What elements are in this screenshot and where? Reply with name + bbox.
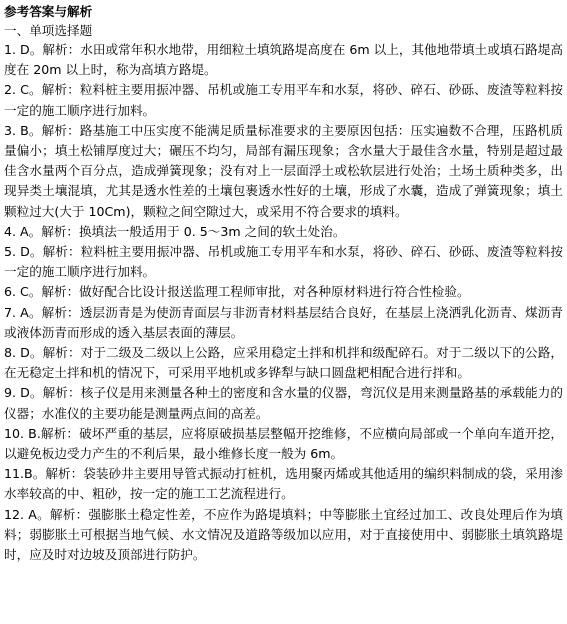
answer-item-10: 10. B.解析：破坏严重的基层，应将原破损基层整幅开挖维修，不应横向局部或一个单向车道开挖，以避免板边受力产生的不利后果，最小维修长度一般为 6m。 xyxy=(4,425,563,462)
answer-item-12: 12. A。解析：强膨胀土稳定性差，不应作为路堤填料；中等膨胀土宜经过加工、改良处理后作为填料；弱膨胀土可根据当地气候、水文情况及道路等级加以应用，对于直接使用中、弱膨胀土填筑路堤时，应及时对边坡及顶部进行防护。 xyxy=(4,506,563,563)
answer-item-8: 8. D。解析：对于二级及二级以上公路，应采用稳定土拌和机拌和级配碎石。对于二级以下的公路，在无稳定土拌和机的情况下，可采用平地机或多铧犁与缺口圆盘耙相配合进行拌和。 xyxy=(4,345,563,381)
answer-item-7: 7. A。解析：透层沥青是为使沥青面层与非沥青材料基层结合良好，在基层上浇洒乳化沥青、煤沥青或液体沥青而形成的透入基层表面的薄层。 xyxy=(4,304,563,340)
section-heading: 一、单项选择题 xyxy=(4,23,93,38)
answer-item-6: 6. C。解析：做好配合比设计报送监理工程师审批，对各种原材料进行符合性检验。 xyxy=(4,284,470,300)
answer-item-11: 11.B。解析：袋装砂井主要用导管式振动打桩机，选用聚丙烯或其他适用的编织料制成的袋，采用渗水率较高的中、粗砂，按一定的施工工艺流程进行。 xyxy=(4,466,563,502)
answer-item-2: 2. C。解析：粒料桩主要用振冲器、吊机或施工专用平车和水泵，将砂、碎石、砂砾、废渣等粒料按一定的施工顺序进行加料。 xyxy=(4,82,563,118)
document-title: 参考答案与解析 xyxy=(4,4,93,19)
answer-item-9: 9. D。解析：核子仪是用来测量各种土的密度和含水量的仪器，弯沉仪是用来测量路基的承载能力的仪器；水准仪的主要功能是测量两点间的高差。 xyxy=(4,385,563,421)
answer-item-3: 3. B。解析：路基施工中压实度不能满足质量标准要求的主要原因包括：压实遍数不合理，压路机质量偏小；填土松铺厚度过大；碾压不均匀，局部有漏压现象；含水量大于最佳含水量，特别是超过最佳含水量两个百分点，造成弹簧现象；没有对上一层面浮土或松软层进行处治；土场土质种类多，出现异类土壤混填，尤其是透水性差的土壤包裹透水性好的土壤，形成了水囊，造成了弹簧现象；填土颗粒过大(大于 10Cm)，颗粒之间空隙过大，或采用不符合要求的填料。 xyxy=(4,122,563,219)
answer-item-5: 5. D。解析：粒料桩主要用振冲器、吊机或施工专用平车和水泵，将砂、碎石、砂砾、废渣等粒料按一定的施工顺序进行加料。 xyxy=(4,244,563,280)
answer-item-1: 1. D。解析：水田或常年积水地带，用细粒土填筑路堤高度在 6m 以上，其他地带填土或填石路堤高度在 20m 以上时，称为高填方路堤。 xyxy=(4,42,563,78)
answer-item-4: 4. A。解析：换填法一般适用于 0. 5～3m 之间的软土处治。 xyxy=(4,223,346,239)
